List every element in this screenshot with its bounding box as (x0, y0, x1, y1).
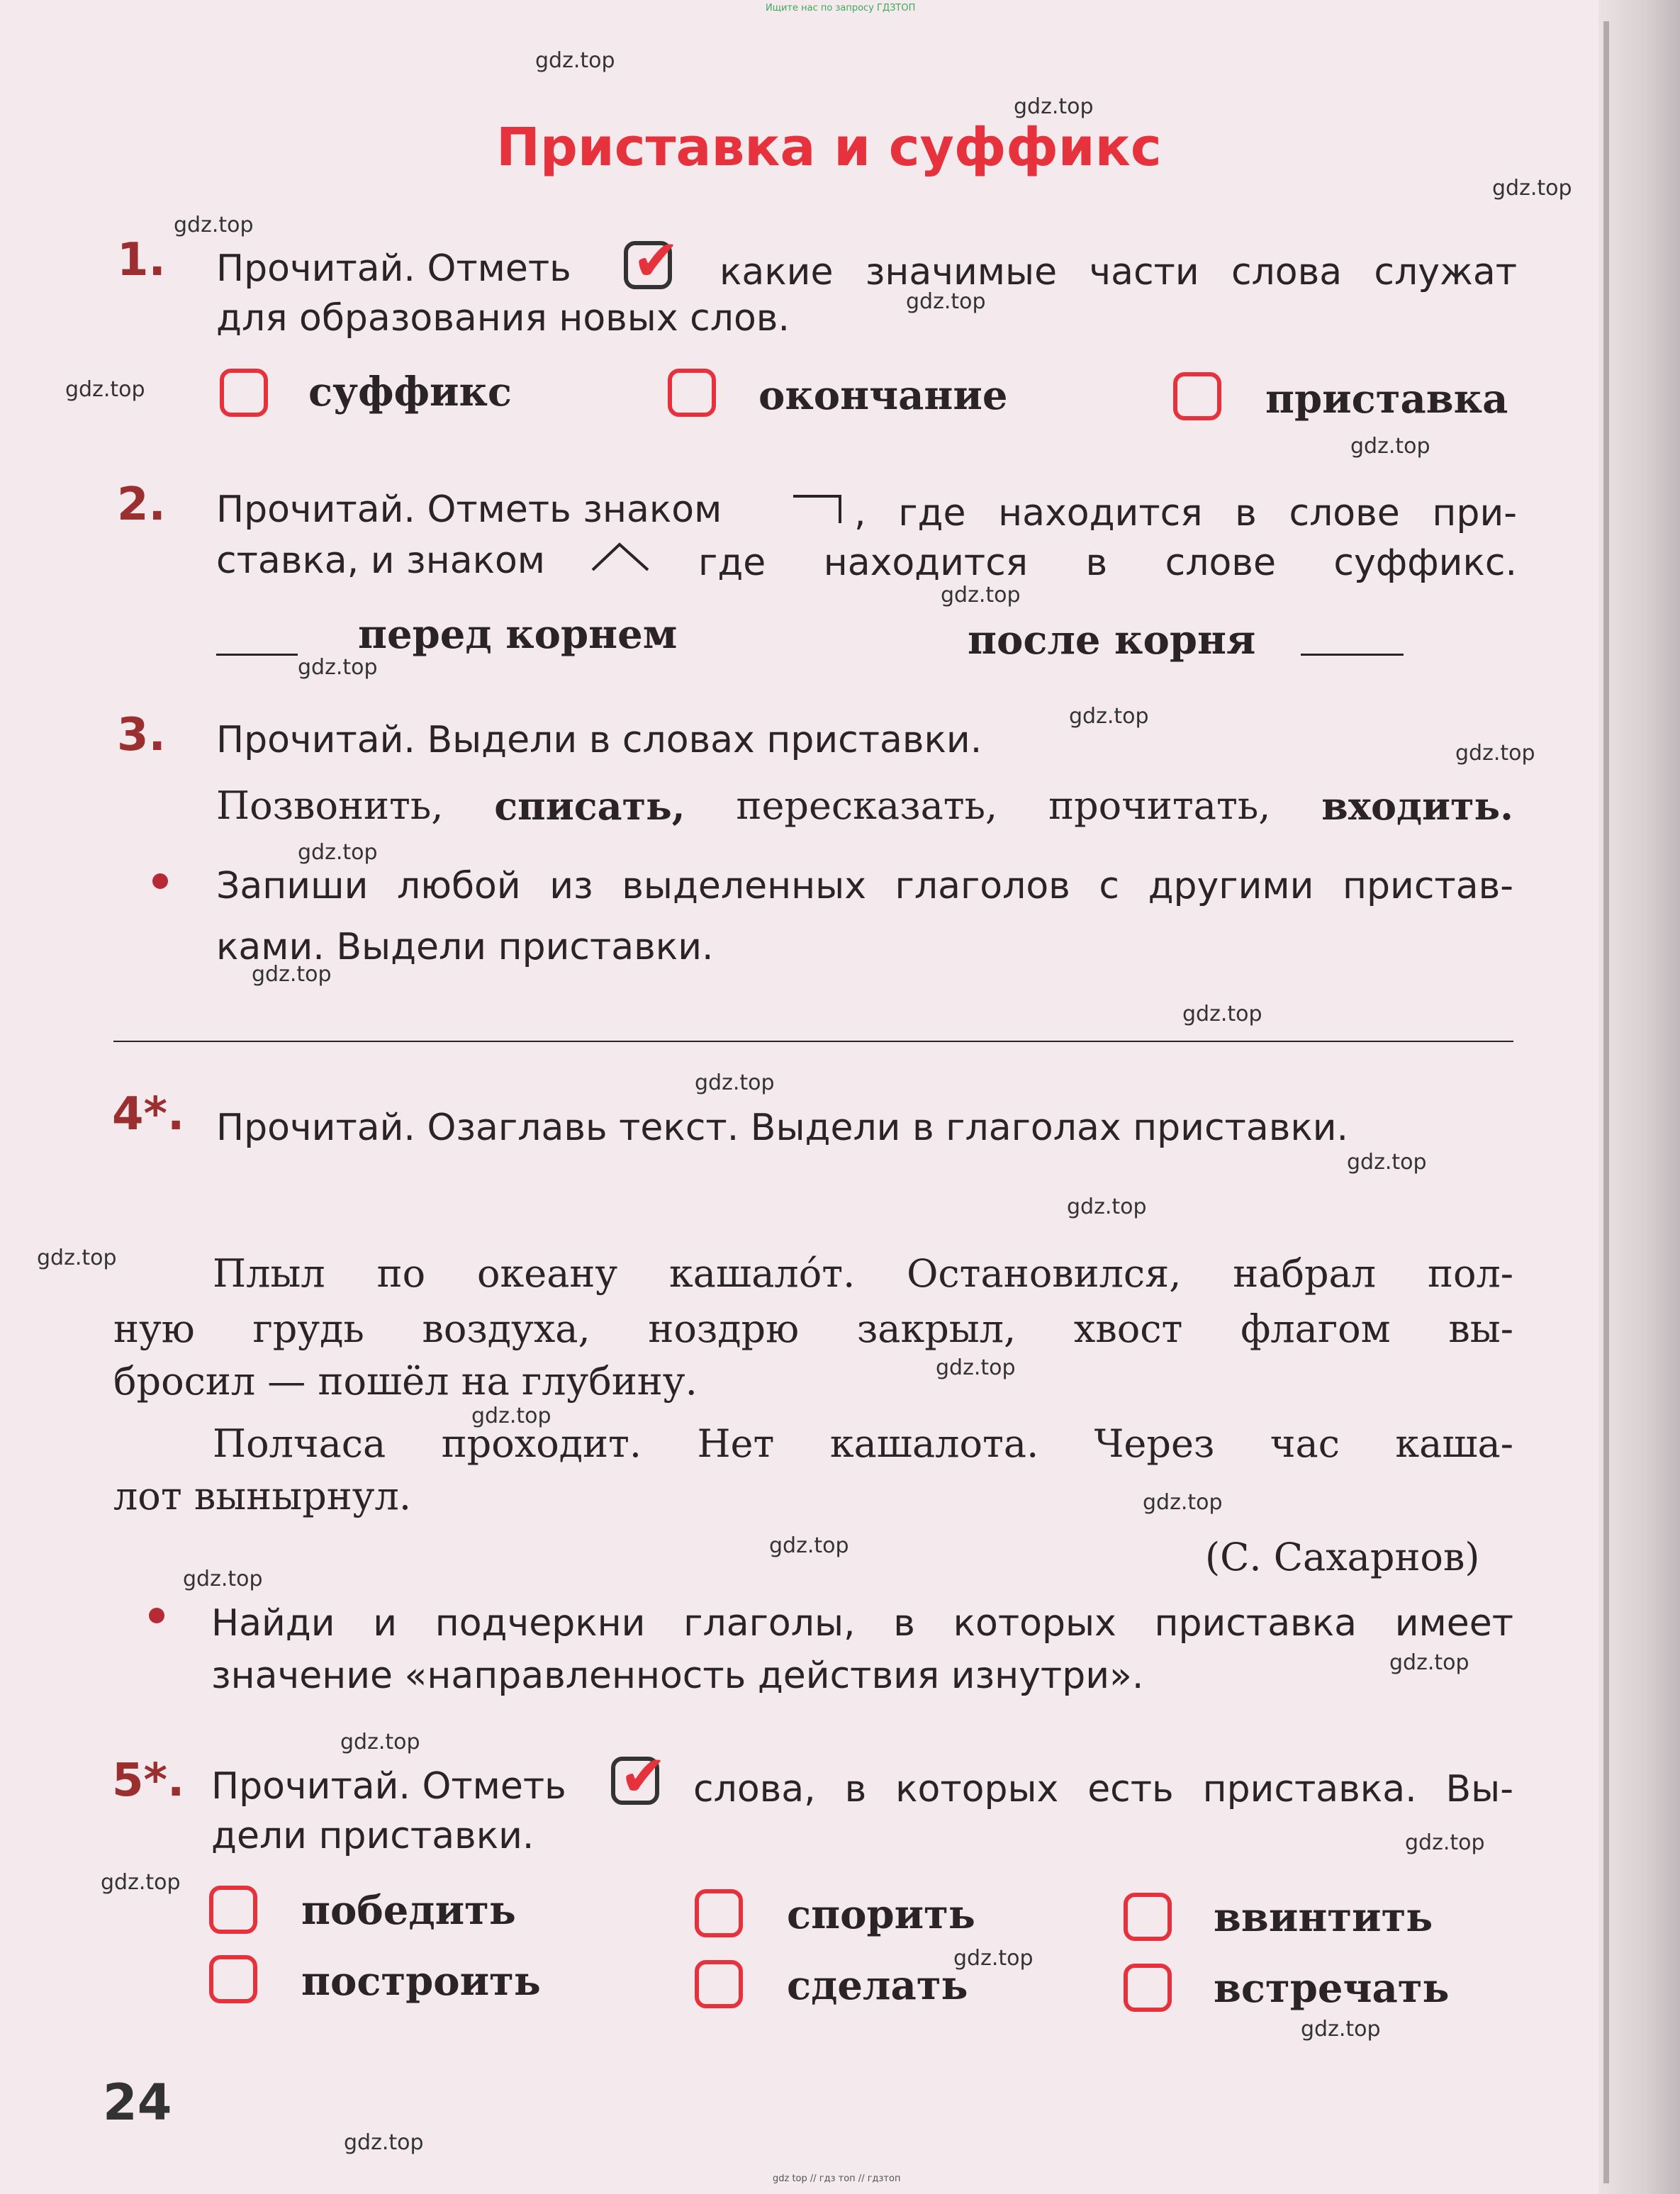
task-1-text-line2: для образования новых слов. (216, 297, 790, 340)
task-2-text-d: где находится в слове суффикс. (698, 542, 1517, 584)
example-checkbox (624, 228, 681, 293)
watermark: gdz.top (174, 213, 254, 237)
watermark: gdz.top (1069, 704, 1149, 729)
option-checkbox-vstrechat[interactable] (1124, 1964, 1172, 2012)
task-4-bullet-line2: значение «направленность действия изнутри». (211, 1655, 1144, 1697)
bullet (149, 1608, 164, 1623)
word: Позвонить, (216, 783, 444, 828)
story-line: лот вынырнул. (113, 1474, 412, 1518)
watermark: gdz.top (941, 583, 1021, 608)
task-1-text-b: какие значимые части слова служат (719, 251, 1517, 293)
header-note: Ищите нас по запросу ГДЗТОП (766, 3, 916, 13)
story-line: Полчаса проходит. Нет кашалота. Через час каша- (213, 1421, 1513, 1466)
word-bold: списать, (494, 783, 685, 829)
story-line: ную грудь воздуха, ноздрю закрыл, хвост флагом вы- (113, 1306, 1513, 1351)
option-checkbox-postroit[interactable] (209, 1955, 257, 2003)
example-checkbox (611, 1743, 668, 1809)
option-label: спорить (787, 1891, 975, 1938)
watermark: gdz.top (1347, 1150, 1427, 1175)
task-2-text-a: Прочитай. Отметь знаком (216, 488, 722, 531)
watermark: gdz.top (1014, 94, 1094, 119)
watermark: gdz.top (252, 962, 332, 987)
task-4-text: Прочитай. Озаглавь текст. Выдели в глаголах приставки. (216, 1107, 1349, 1149)
option-checkbox-sporit[interactable] (695, 1889, 743, 1937)
answer-blank-right[interactable] (1301, 654, 1404, 656)
prefix-sign-icon (790, 491, 847, 526)
page-number: 24 (103, 2073, 172, 2132)
story-line: бросил — пошёл на глубину. (113, 1359, 698, 1404)
option-checkbox-suffix[interactable] (220, 369, 268, 417)
watermark: gdz.top (535, 48, 615, 73)
watermark: gdz.top (1350, 434, 1430, 459)
story-author: (С. Сахарнов) (1205, 1535, 1480, 1579)
option-label: сделать (787, 1962, 968, 2009)
word-bold: входить. (1321, 783, 1513, 829)
word: прочитать, (1048, 783, 1271, 828)
task-5-text-a: Прочитай. Отметь (211, 1765, 566, 1808)
option-checkbox-sdelat[interactable] (695, 1960, 743, 2008)
option-label-ending: окончание (758, 372, 1008, 419)
blank-label-after-root: после корня (968, 617, 1256, 664)
page-fold-shadow (1598, 0, 1680, 2194)
check-icon: ✔ (632, 228, 681, 293)
watermark: gdz.top (1389, 1650, 1469, 1675)
task-3-bullet-line1: Запиши любой из выделенных глаголов с другими пристав- (216, 865, 1513, 907)
task-3-bullet-line2: ками. Выдели приставки. (216, 926, 714, 968)
watermark: gdz.top (101, 1870, 181, 1895)
option-label-suffix: суффикс (308, 369, 513, 415)
watermark: gdz.top (344, 2130, 424, 2155)
watermark: gdz.top (1301, 2017, 1381, 2042)
story-line: Плыл по океану кашало́т. Остановился, набрал пол- (213, 1251, 1513, 1296)
option-checkbox-ending[interactable] (668, 369, 716, 417)
watermark: gdz.top (1143, 1490, 1223, 1515)
option-checkbox-vvintit[interactable] (1124, 1893, 1172, 1941)
page-edge (1603, 21, 1609, 2183)
task-2-number: 2. (117, 478, 166, 531)
option-label: ввинтить (1214, 1894, 1433, 1941)
watermark: gdz.top (936, 1355, 1016, 1380)
option-label: встречать (1214, 1965, 1450, 2012)
task-3-words (216, 780, 1513, 832)
task-5-text-line2: дели приставки. (211, 1815, 534, 1857)
watermark: gdz.top (769, 1533, 849, 1558)
watermark: gdz.top (1455, 741, 1535, 766)
watermark: gdz.top (1492, 176, 1572, 201)
watermark: gdz.top (906, 289, 986, 314)
footer-note: gdz top // гдз топ // гдзтоп (773, 2173, 901, 2184)
watermark: gdz.top (65, 377, 145, 402)
watermark: gdz.top (471, 1404, 551, 1428)
task-2-text-c: ставка, и знаком (216, 539, 546, 582)
task-5-number: 5*. (112, 1754, 185, 1807)
watermark: gdz.top (1067, 1194, 1147, 1219)
option-checkbox-pobedit[interactable] (209, 1886, 257, 1934)
check-icon: ✔ (620, 1743, 668, 1809)
option-checkbox-prefix[interactable] (1173, 372, 1221, 420)
task-1-text-a: Прочитай. Отметь (216, 247, 571, 290)
task-3-number: 3. (117, 709, 166, 761)
suffix-sign-icon (588, 539, 652, 574)
watermark: gdz.top (953, 1946, 1034, 1971)
watermark: gdz.top (298, 655, 378, 680)
blank-label-before-root: перед корнем (358, 611, 678, 658)
task-4-bullet-line1: Найди и подчеркни глаголы, в которых приставка имеет (211, 1602, 1513, 1645)
watermark: gdz.top (1182, 1002, 1262, 1026)
option-label-prefix: приставка (1265, 376, 1508, 422)
task-5-text-b: слова, в которых есть приставка. Вы- (693, 1768, 1513, 1810)
answer-blank-left[interactable] (216, 654, 298, 656)
watermark: gdz.top (1405, 1830, 1485, 1855)
task-2-text-b: , где находится в слове при- (854, 492, 1517, 534)
watermark: gdz.top (37, 1246, 117, 1270)
bullet (152, 873, 168, 889)
page-title: Приставка и суффикс (496, 117, 1162, 178)
task-3-text: Прочитай. Выдели в словах приставки. (216, 719, 982, 761)
task-1-number: 1. (117, 234, 166, 286)
option-label: построить (301, 1958, 541, 2005)
option-label: победить (301, 1887, 516, 1934)
watermark: gdz.top (183, 1567, 263, 1591)
watermark: gdz.top (340, 1730, 420, 1754)
watermark: gdz.top (695, 1070, 775, 1095)
word: пересказать, (736, 783, 998, 828)
task-4-number: 4*. (112, 1088, 185, 1141)
writing-line[interactable] (113, 1041, 1513, 1042)
watermark: gdz.top (298, 840, 378, 865)
